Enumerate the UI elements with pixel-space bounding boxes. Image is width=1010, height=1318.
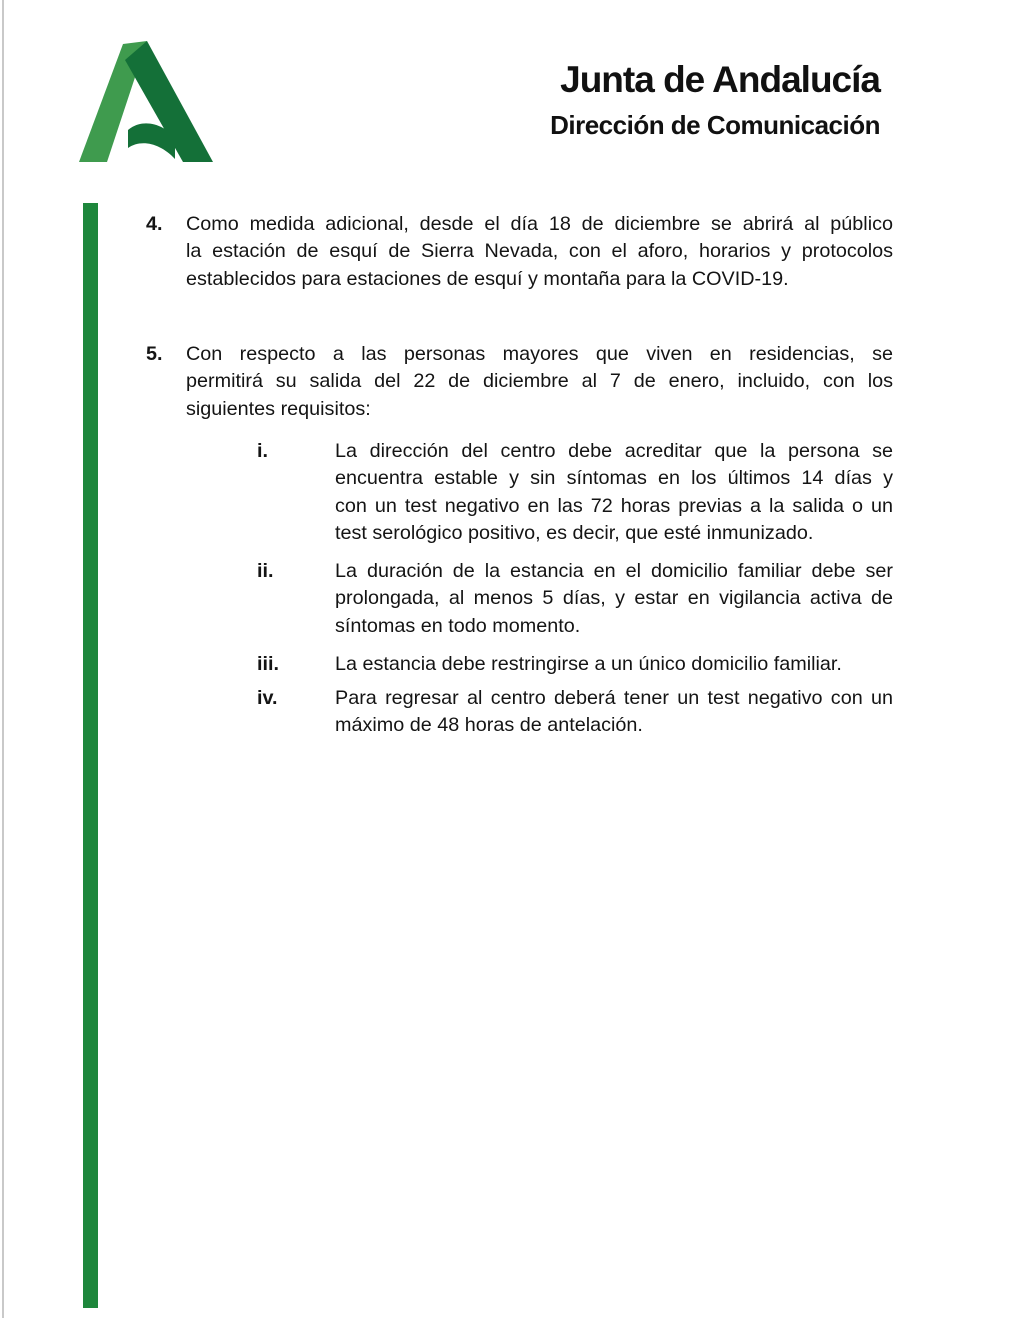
junta-de-andalucia-logo-icon xyxy=(77,40,217,163)
sub-item-iv xyxy=(257,685,893,740)
list-item-5-number: 5. xyxy=(146,343,163,365)
sub-item-iv-number: iv. xyxy=(257,687,278,709)
list-item-4-text: Como medida adicional, desde el día 18 de diciembre se abrirá al público la estación de esquí de Sierra Nevada, con el aforo, horarios y protocolos establecidos para estaciones de esquí y montaña para la COVID-19. xyxy=(186,213,893,290)
sub-item-ii-number: ii. xyxy=(257,560,274,582)
list-item-4 xyxy=(146,211,893,293)
org-title: Junta de Andalucía xyxy=(560,59,880,100)
page-edge-line xyxy=(2,0,4,1318)
list-item-4-number: 4. xyxy=(146,213,163,235)
sub-item-iii-number: iii. xyxy=(257,653,279,675)
sub-item-ii-text: La duración de la estancia en el domicilio familiar debe ser prolongada, al menos 5 días, y estar en vigilancia activa de síntomas en todo momento. xyxy=(335,560,893,637)
org-subtitle: Dirección de Comunicación xyxy=(550,110,880,140)
sub-item-i xyxy=(257,438,893,548)
sub-item-ii xyxy=(257,558,893,640)
green-accent-bar xyxy=(83,203,98,1308)
sub-item-i-text: La dirección del centro debe acreditar que la persona se encuentra estable y sin síntomas en los últimos 14 días y con un test negativo en las 72 horas previas a la salida o un test serológico positivo, es decir, que esté inmunizado. xyxy=(335,440,893,545)
list-item-5 xyxy=(146,341,893,423)
sub-item-iv-text: Para regresar al centro deberá tener un test negativo con un máximo de 48 horas de antelación. xyxy=(335,687,893,737)
list-item-5-text: Con respecto a las personas mayores que viven en residencias, se permitirá su salida del 22 de diciembre al 7 de enero, incluido, con los siguientes requisitos: xyxy=(186,343,893,420)
sub-item-iii xyxy=(257,651,893,678)
sub-item-iii-text: La estancia debe restringirse a un único domicilio familiar. xyxy=(335,653,842,675)
sub-item-i-number: i. xyxy=(257,440,268,462)
